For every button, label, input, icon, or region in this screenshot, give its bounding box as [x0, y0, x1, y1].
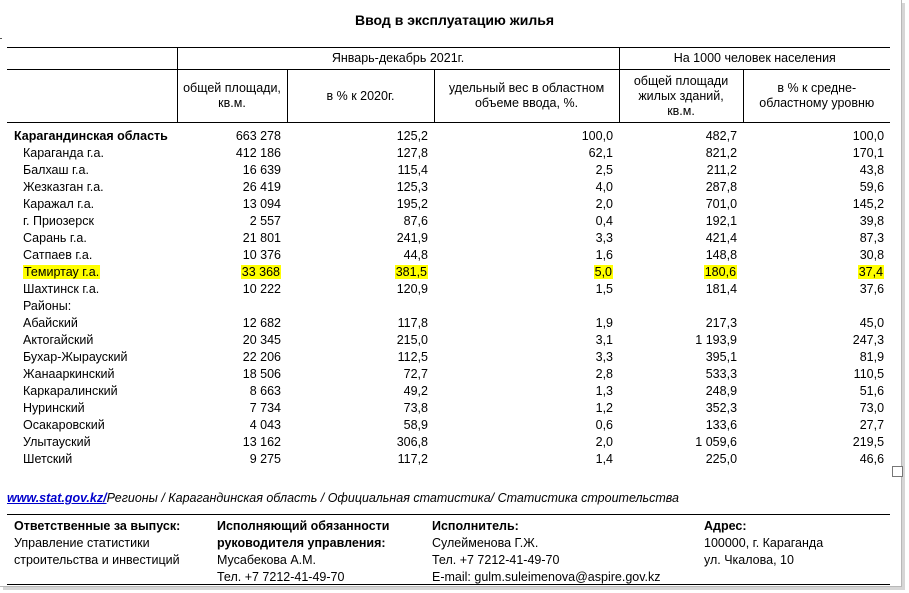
cell-text: 241,9	[396, 231, 428, 245]
cell-c2	[287, 230, 434, 247]
cell-text: 5,0	[594, 265, 613, 279]
cell-c4	[619, 247, 743, 264]
cell-c5	[743, 145, 890, 162]
cell-c3	[434, 366, 619, 383]
cell-text: 37,4	[858, 265, 884, 279]
cell-c5	[743, 434, 890, 451]
cell-text: 39,8	[859, 214, 885, 228]
cell-text: 18 506	[242, 367, 281, 381]
footer-responsible-heading: Ответственные за выпуск:	[14, 519, 181, 533]
cell-text: 3,1	[595, 333, 614, 347]
cell-text: 2,5	[595, 163, 614, 177]
cell-c3	[434, 434, 619, 451]
cell-c5	[743, 315, 890, 332]
cell-text: 20 345	[242, 333, 281, 347]
cell-text: 127,8	[396, 146, 428, 160]
table-row	[7, 179, 890, 196]
cell-c4	[619, 434, 743, 451]
cell-text: 1,9	[595, 316, 614, 330]
cell-c3	[434, 247, 619, 264]
cell-text: 3,3	[595, 350, 614, 364]
cell-c5	[743, 179, 890, 196]
cell-c5	[743, 298, 890, 315]
cell-c3	[434, 332, 619, 349]
cell-text: 192,1	[705, 214, 738, 228]
cell-c4	[619, 332, 743, 349]
table-row	[7, 434, 890, 451]
cell-text: Жанааркинский	[23, 367, 115, 381]
cell-text: 58,9	[403, 418, 428, 432]
cell-c5	[743, 451, 890, 468]
cell-c2	[287, 196, 434, 213]
cell-c2	[287, 213, 434, 230]
cell-text: 37,6	[859, 282, 885, 296]
source-path: Регионы / Карагандинская область / Официальная статистика/ Статистика строительства	[106, 491, 679, 505]
row-name	[7, 400, 177, 417]
cell-c1	[177, 179, 287, 196]
row-name	[7, 281, 177, 298]
cell-text: 2,0	[595, 197, 614, 211]
cell-c1	[177, 247, 287, 264]
cell-c1	[177, 366, 287, 383]
row-name	[7, 451, 177, 468]
cell-text: 21 801	[242, 231, 281, 245]
cell-c2	[287, 123, 434, 146]
footer-executor-phone: Тел. +7 7212-41-49-70	[432, 553, 560, 567]
row-name	[7, 383, 177, 400]
cell-text: Актогайский	[23, 333, 94, 347]
cell-c2	[287, 366, 434, 383]
cell-text: Сатпаев г.а.	[23, 248, 93, 262]
cell-text: 2,0	[595, 435, 614, 449]
cell-text: 81,9	[859, 350, 885, 364]
cell-text: 51,6	[859, 384, 885, 398]
table-row	[7, 230, 890, 247]
header-total-area: общей площади, кв.м.	[177, 70, 287, 123]
cell-text: 8 663	[249, 384, 281, 398]
cell-c5	[743, 162, 890, 179]
cell-c4	[619, 162, 743, 179]
table-row	[7, 162, 890, 179]
cell-text: 701,0	[705, 197, 738, 211]
cell-text: Осакаровский	[23, 418, 105, 432]
cell-text: Карагандинская область	[14, 129, 168, 143]
table-row	[7, 349, 890, 366]
cell-c4	[619, 315, 743, 332]
cell-c5	[743, 349, 890, 366]
cell-text: 533,3	[705, 367, 738, 381]
cell-text: 13 162	[242, 435, 281, 449]
cell-c2	[287, 264, 434, 281]
page-title: Ввод в эксплуатацию жилья	[355, 12, 554, 28]
cell-text: Каркаралинский	[23, 384, 118, 398]
cell-c3	[434, 162, 619, 179]
cell-text: 30,8	[859, 248, 885, 262]
cell-text: 0,6	[595, 418, 614, 432]
cell-c1	[177, 332, 287, 349]
cell-c2	[287, 298, 434, 315]
row-name	[7, 179, 177, 196]
cell-c5	[743, 383, 890, 400]
cell-c1	[177, 451, 287, 468]
cell-text: 1,6	[595, 248, 614, 262]
cell-text: 59,6	[859, 180, 885, 194]
cell-text: 1,2	[595, 401, 614, 415]
cell-c2	[287, 383, 434, 400]
cell-c1	[177, 417, 287, 434]
cell-text: 87,3	[859, 231, 885, 245]
cell-text: 145,2	[852, 197, 885, 211]
cell-text: 1 193,9	[695, 333, 738, 347]
cell-c1	[177, 349, 287, 366]
cell-text: 1 059,6	[695, 435, 738, 449]
cell-c2	[287, 434, 434, 451]
cell-c4	[619, 213, 743, 230]
cell-c2	[287, 417, 434, 434]
cell-text: 211,2	[706, 163, 738, 177]
cell-text: 125,3	[396, 180, 428, 194]
footer-executor	[432, 518, 661, 586]
table-row	[7, 298, 890, 315]
cell-text: 112,5	[397, 350, 428, 364]
cell-text: 306,8	[396, 435, 428, 449]
table-row	[7, 196, 890, 213]
cell-c3	[434, 123, 619, 146]
cell-text: 100,0	[581, 129, 614, 143]
cell-text: 217,3	[705, 316, 738, 330]
cell-c4	[619, 349, 743, 366]
cell-c1	[177, 400, 287, 417]
cell-text: 7 734	[249, 401, 281, 415]
header-blank-2	[7, 70, 177, 123]
cell-text: 395,1	[705, 350, 738, 364]
cell-text: Каражал г.а.	[23, 197, 95, 211]
cell-text: 2 557	[249, 214, 281, 228]
table-row	[7, 451, 890, 468]
cell-c4	[619, 281, 743, 298]
table-row	[7, 383, 890, 400]
cell-text: 4,0	[595, 180, 614, 194]
cell-text: 663 278	[235, 129, 281, 143]
cell-text: 33 368	[241, 265, 280, 279]
cell-text: 421,4	[705, 231, 738, 245]
cell-text: 10 376	[242, 248, 281, 262]
cell-text: Абайский	[23, 316, 78, 330]
cell-text: 72,7	[403, 367, 428, 381]
header-group-period: Январь-декабрь 2021г.	[177, 48, 619, 70]
cell-c2	[287, 281, 434, 298]
cell-text: 3,3	[595, 231, 614, 245]
cell-text: 2,8	[595, 367, 614, 381]
footer-acting-heading1: Исполняющий обязанности	[217, 519, 390, 533]
cell-text: 46,6	[859, 452, 885, 466]
cell-c2	[287, 332, 434, 349]
cell-c3	[434, 145, 619, 162]
cell-text: 148,8	[705, 248, 738, 262]
cell-c2	[287, 451, 434, 468]
cell-c2	[287, 179, 434, 196]
cell-text: 9 275	[249, 452, 281, 466]
scroll-handle[interactable]	[892, 466, 903, 477]
source-line	[7, 491, 679, 505]
cell-c2	[287, 400, 434, 417]
footer-address	[704, 518, 823, 569]
cell-c5	[743, 281, 890, 298]
footer-responsible-line1: Управление статистики	[14, 536, 150, 550]
table-row	[7, 332, 890, 349]
cell-text: 120,9	[396, 282, 428, 296]
cell-c5	[743, 247, 890, 264]
row-name	[7, 434, 177, 451]
cell-c4	[619, 400, 743, 417]
cell-c1	[177, 162, 287, 179]
header-blank	[7, 48, 177, 70]
cell-text: 219,5	[852, 435, 885, 449]
footer-executor-name: Сулейменова Г.Ж.	[432, 536, 539, 550]
cell-text: 170,1	[852, 146, 885, 160]
table-row	[7, 145, 890, 162]
footer-acting-heading2: руководителя управления:	[217, 536, 386, 550]
cell-text: 45,0	[859, 316, 885, 330]
cell-c1	[177, 230, 287, 247]
cell-c3	[434, 400, 619, 417]
cell-c3	[434, 451, 619, 468]
cell-c4	[619, 230, 743, 247]
cell-text: Бухар-Жырауский	[23, 350, 128, 364]
cell-c5	[743, 332, 890, 349]
cell-c4	[619, 196, 743, 213]
cell-c3	[434, 349, 619, 366]
cell-c3	[434, 179, 619, 196]
stat-link[interactable]: www.stat.gov.kz/	[7, 491, 107, 505]
row-name	[7, 332, 177, 349]
cell-text: 381,5	[395, 265, 427, 279]
cell-c5	[743, 400, 890, 417]
cell-c1	[177, 196, 287, 213]
cell-c4	[619, 366, 743, 383]
cell-text: 117,2	[397, 452, 428, 466]
cell-c2	[287, 247, 434, 264]
cell-text: 100,0	[852, 129, 885, 143]
cell-c3	[434, 230, 619, 247]
cell-text: Сарань г.а.	[23, 231, 87, 245]
cell-c5	[743, 366, 890, 383]
footer-acting-phone: Тел. +7 7212-41-49-70	[217, 570, 345, 584]
cell-c2	[287, 315, 434, 332]
row-name	[7, 417, 177, 434]
row-name	[7, 298, 177, 315]
footer-acting-name: Мусабекова А.М.	[217, 553, 317, 567]
cell-text: 49,2	[403, 384, 428, 398]
cell-c1	[177, 213, 287, 230]
cell-text: 16 639	[242, 163, 281, 177]
footer-address-line2: ул. Чкалова, 10	[704, 553, 794, 567]
header-pct-2020: в % к 2020г.	[287, 70, 434, 123]
cell-c1	[177, 264, 287, 281]
cell-c1	[177, 434, 287, 451]
table-row	[7, 400, 890, 417]
footer-divider-bottom	[7, 584, 890, 585]
cell-c3	[434, 281, 619, 298]
cell-text: Караганда г.а.	[23, 146, 104, 160]
cell-c1	[177, 145, 287, 162]
row-name	[7, 162, 177, 179]
cell-text: 87,6	[403, 214, 428, 228]
housing-table	[7, 47, 890, 468]
cell-text: 44,8	[403, 248, 428, 262]
cell-c1	[177, 315, 287, 332]
cell-text: 12 682	[242, 316, 281, 330]
cell-text: г. Приозерск	[23, 214, 94, 228]
row-name	[7, 366, 177, 383]
cell-c5	[743, 196, 890, 213]
table-body	[7, 123, 890, 469]
footer-acting-head	[217, 518, 389, 586]
cell-text: 1,4	[595, 452, 614, 466]
cell-text: 287,8	[705, 180, 738, 194]
cell-c3	[434, 298, 619, 315]
cell-text: 215,0	[396, 333, 428, 347]
cell-c3	[434, 315, 619, 332]
row-name	[7, 349, 177, 366]
table-row	[7, 264, 890, 281]
footer-executor-heading: Исполнитель:	[432, 519, 519, 533]
table-row	[7, 213, 890, 230]
cell-c5	[743, 417, 890, 434]
cell-text: 4 043	[249, 418, 281, 432]
row-name	[7, 264, 177, 281]
cell-text: 26 419	[242, 180, 281, 194]
cell-text: 1,3	[595, 384, 614, 398]
cell-text: 10 222	[242, 282, 281, 296]
cell-text: Шахтинск г.а.	[23, 282, 100, 296]
cell-text: Балхаш г.а.	[23, 163, 89, 177]
cell-c4	[619, 179, 743, 196]
cell-text: Жезказган г.а.	[23, 180, 104, 194]
row-name	[7, 315, 177, 332]
cell-text: 27,7	[859, 418, 885, 432]
cell-c1	[177, 281, 287, 298]
cell-text: 225,0	[705, 452, 738, 466]
footer-divider-top	[7, 514, 890, 515]
row-name	[7, 213, 177, 230]
header-area-per-1000: общей площади жилых зданий, кв.м.	[619, 70, 743, 123]
row-name	[7, 247, 177, 264]
cell-c5	[743, 213, 890, 230]
cell-c3	[434, 213, 619, 230]
cell-c4	[619, 123, 743, 146]
table-row	[7, 366, 890, 383]
cell-text: 73,0	[859, 401, 885, 415]
cell-text: Темиртау г.а.	[24, 265, 100, 279]
cell-text: 73,8	[403, 401, 428, 415]
cell-c4	[619, 145, 743, 162]
cell-text: Районы:	[23, 299, 72, 313]
row-name	[7, 230, 177, 247]
cell-text: 412 186	[235, 146, 281, 160]
footer-address-heading: Адрес:	[704, 519, 747, 533]
footer-responsible-line2: строительства и инвестиций	[14, 553, 180, 567]
cell-text: 482,7	[705, 129, 738, 143]
cell-text: 181,4	[705, 282, 738, 296]
cell-text: 248,9	[705, 384, 738, 398]
cell-c5	[743, 264, 890, 281]
page-margin-tick	[0, 38, 2, 39]
row-name	[7, 196, 177, 213]
cell-text: 247,3	[852, 333, 885, 347]
cell-c3	[434, 383, 619, 400]
cell-c1	[177, 298, 287, 315]
cell-text: 13 094	[242, 197, 281, 211]
footer-address-line1: 100000, г. Караганда	[704, 536, 824, 550]
cell-c4	[619, 264, 743, 281]
cell-text: 195,2	[396, 197, 428, 211]
cell-c2	[287, 162, 434, 179]
cell-text: 62,1	[588, 146, 614, 160]
cell-text: Улытауский	[23, 435, 91, 449]
cell-c5	[743, 230, 890, 247]
cell-c4	[619, 451, 743, 468]
footer-executor-email[interactable]: E-mail: gulm.suleimenova@aspire.gov.kz	[432, 570, 661, 584]
cell-text: 0,4	[595, 214, 614, 228]
cell-c1	[177, 123, 287, 146]
header-share-regional: удельный вес в областном объеме ввода, %.	[434, 70, 619, 123]
cell-text: Нуринский	[23, 401, 85, 415]
cell-text: 115,4	[397, 163, 428, 177]
cell-c4	[619, 383, 743, 400]
cell-c1	[177, 383, 287, 400]
cell-text: 180,6	[704, 265, 737, 279]
cell-text: 1,5	[595, 282, 614, 296]
cell-text: 133,6	[705, 418, 738, 432]
table-row	[7, 281, 890, 298]
table-row	[7, 417, 890, 434]
cell-text: 821,2	[705, 146, 738, 160]
table-row	[7, 247, 890, 264]
footer-responsible	[14, 518, 180, 569]
cell-c3	[434, 417, 619, 434]
cell-c2	[287, 145, 434, 162]
cell-c5	[743, 123, 890, 146]
cell-text: 125,2	[396, 129, 428, 143]
cell-c4	[619, 298, 743, 315]
header-group-per-1000: На 1000 человек населения	[619, 48, 890, 70]
header-pct-regional-avg: в % к средне-областному уровню	[743, 70, 890, 123]
cell-c3	[434, 264, 619, 281]
cell-c4	[619, 417, 743, 434]
cell-c2	[287, 349, 434, 366]
row-name	[7, 145, 177, 162]
cell-text: 352,3	[705, 401, 738, 415]
table-row	[7, 315, 890, 332]
cell-text: 117,8	[397, 316, 428, 330]
cell-text: Шетский	[23, 452, 73, 466]
table-row	[7, 123, 890, 146]
row-name	[7, 123, 177, 146]
cell-text: 43,8	[859, 163, 885, 177]
cell-text: 22 206	[242, 350, 281, 364]
cell-text: 110,5	[853, 367, 885, 381]
cell-c3	[434, 196, 619, 213]
